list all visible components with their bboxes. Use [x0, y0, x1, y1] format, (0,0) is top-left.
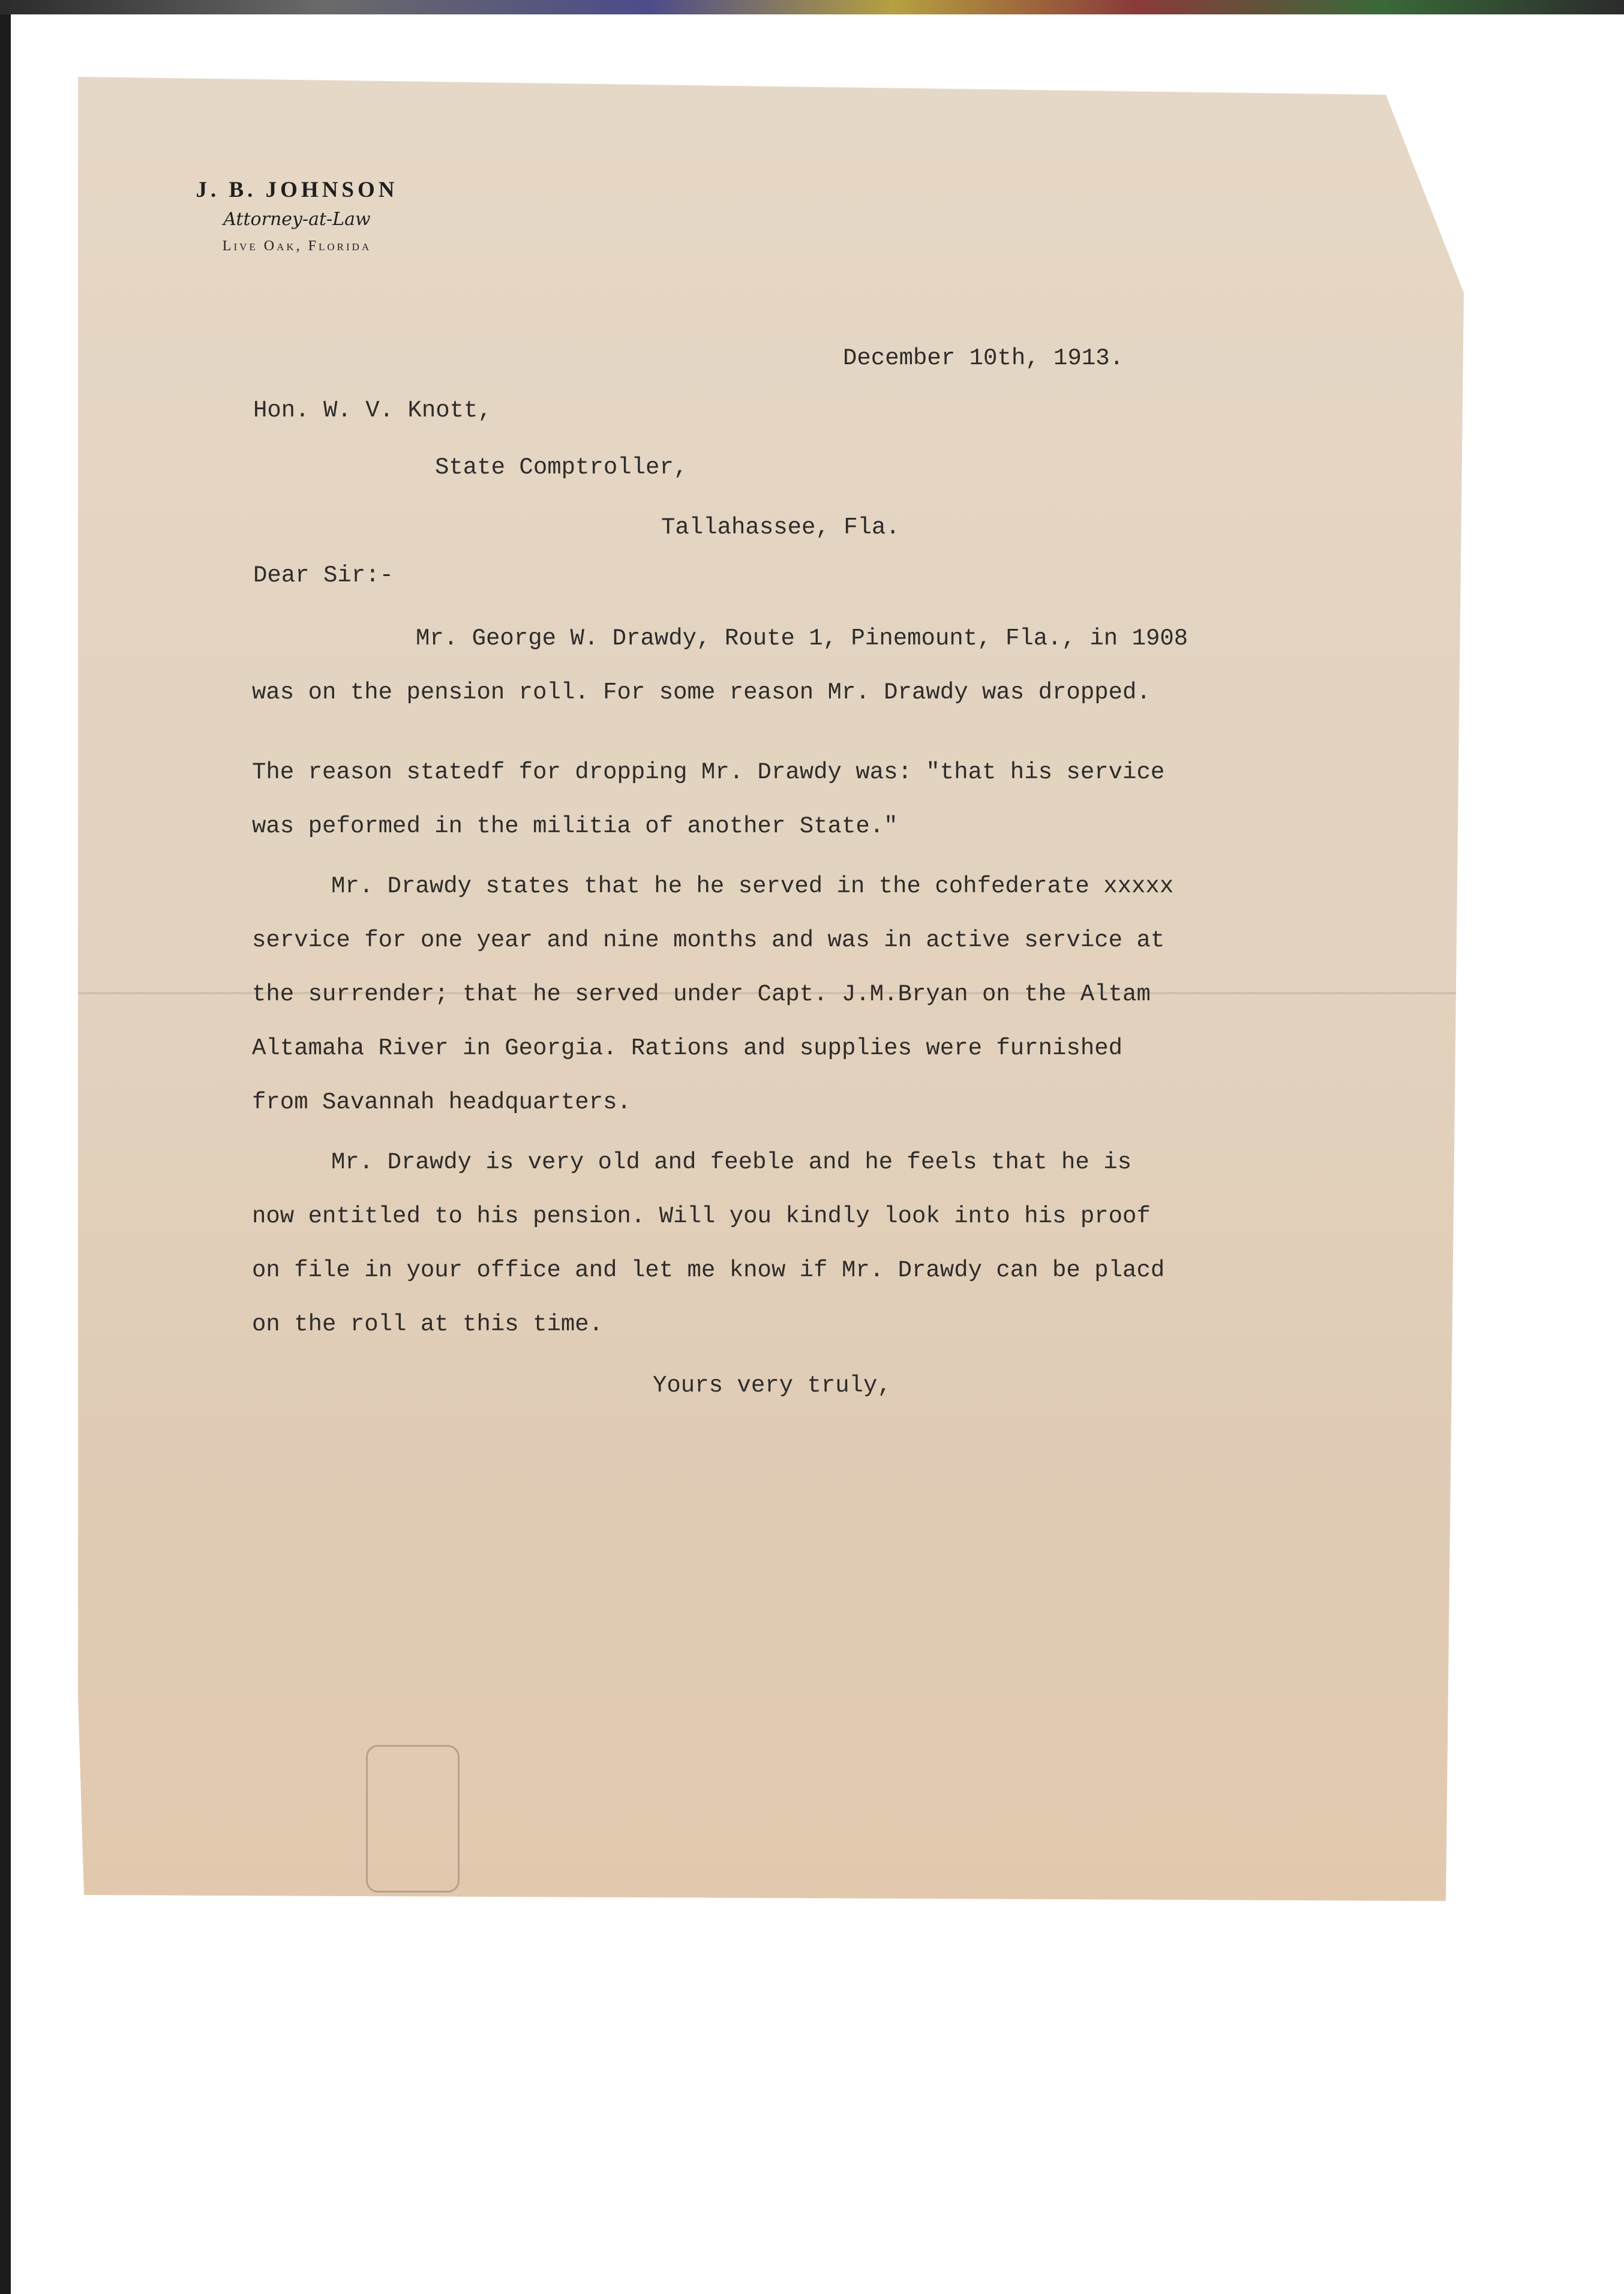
body-line: now entitled to his pension. Will you kindly look into his proof	[252, 1203, 1151, 1230]
scanner-color-strip	[0, 0, 1624, 14]
body-line: was peformed in the militia of another State."	[252, 813, 898, 839]
letterhead-title: Attorney-at-Law	[223, 209, 371, 230]
body-line: on file in your office and let me know if Mr. Drawdy can be placd	[252, 1257, 1165, 1284]
recipient-name: Hon. W. V. Knott,	[253, 397, 492, 424]
body-line: service for one year and nine months and was in active service at	[252, 927, 1165, 953]
letter-date: December 10th, 1913.	[843, 345, 1124, 371]
body-line: from Savannah headquarters.	[252, 1089, 631, 1115]
letterhead-location: Live Oak, Florida	[222, 238, 372, 254]
letterhead	[168, 177, 426, 254]
letterhead-name: J. B. JOHNSON	[196, 178, 398, 202]
paper-stain	[366, 1745, 460, 1893]
scanner-left-edge	[0, 14, 11, 2294]
closing: Yours very truly,	[653, 1372, 891, 1399]
body-line: was on the pension roll. For some reason Mr. Drawdy was dropped.	[252, 679, 1151, 706]
salutation: Dear Sir:-	[253, 562, 394, 589]
recipient-title: State Comptroller,	[435, 454, 688, 481]
body-line: Altamaha River in Georgia. Rations and supplies were furnished	[252, 1035, 1123, 1061]
body-line: the surrender; that he served under Capt. J.M.Bryan on the Altam	[252, 981, 1151, 1007]
body-line: on the roll at this time.	[252, 1311, 604, 1338]
body-line: Mr. George W. Drawdy, Route 1, Pinemount, Fla., in 1908	[416, 625, 1188, 652]
body-line: Mr. Drawdy states that he he served in the cohfederate xxxxx	[331, 873, 1174, 899]
body-line: The reason statedf for dropping Mr. Drawdy was: "that his service	[252, 759, 1165, 785]
body-line: Mr. Drawdy is very old and feeble and he feels that he is	[331, 1149, 1132, 1176]
recipient-city: Tallahassee, Fla.	[661, 514, 900, 541]
